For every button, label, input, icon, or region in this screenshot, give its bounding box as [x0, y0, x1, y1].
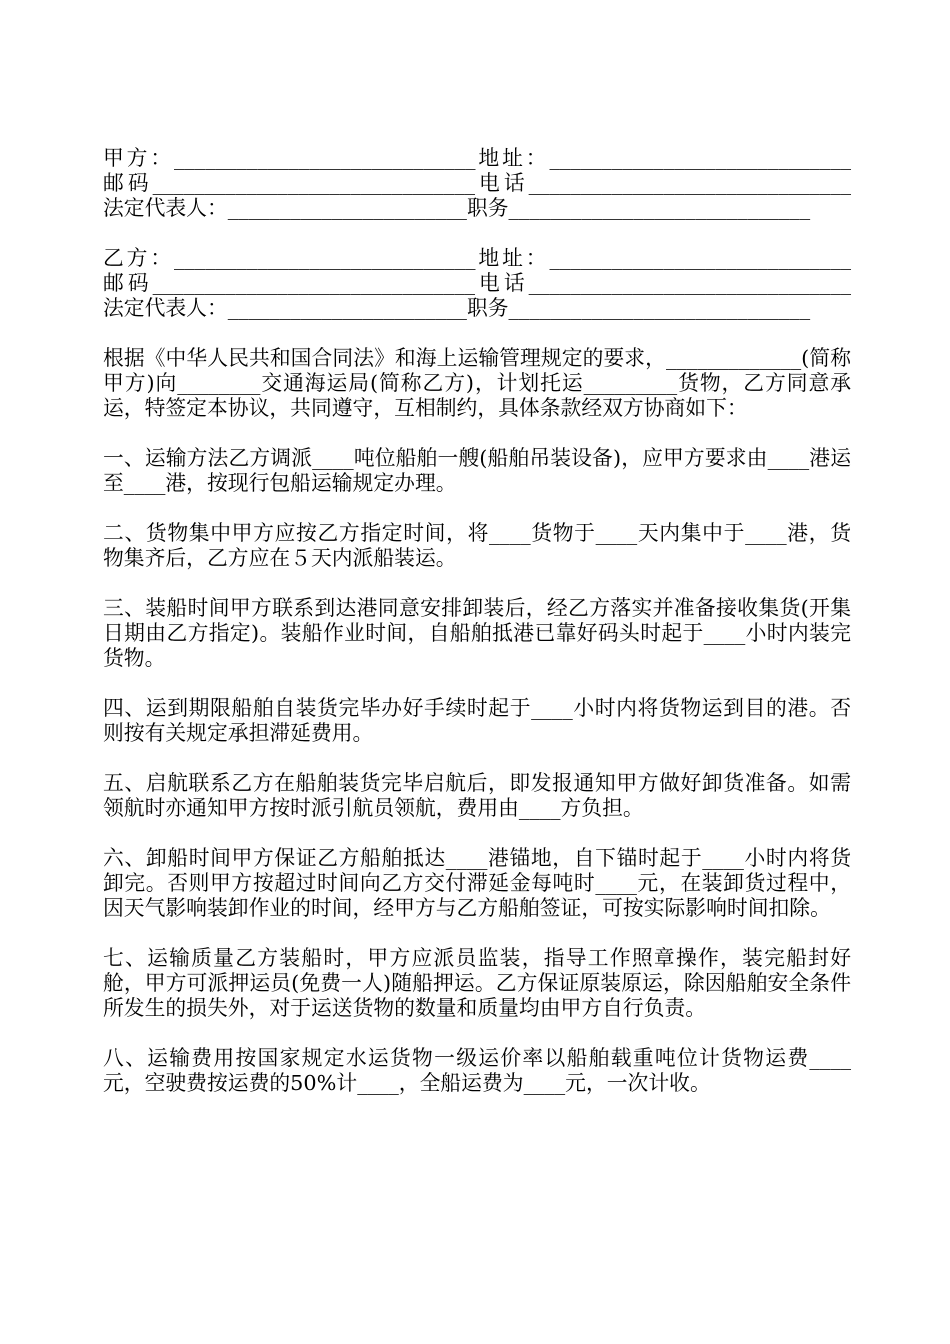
clause-transport-quality: 七、运输质量乙方装船时，甲方应派员监装，指导工作照章操作，装完船封好舱，甲方可派押运员(免费一人)随船押运。乙方保证原装原运，除因船舶安全条件所发生的损失外，对于运送货物的数量和质量均由甲方自行负责。: [103, 946, 851, 1020]
party-b-info: 乙方：_____________________________地址：_____________________________邮码_______________________________电话_______________________________法定代表人：_______________________职务_____________________________: [103, 246, 851, 320]
clause-cargo-collection: 二、货物集中甲方应按乙方指定时间，将____货物于____天内集中于____港，货物集齐后，乙方应在５天内派船装运。: [103, 521, 851, 570]
clause-transport-fees: 八、运输费用按国家规定水运货物一级运价率以船舶载重吨位计货物运费____元，空驶费按运费的50%计____，全船运费为____元，一次计收。: [103, 1046, 851, 1095]
clause-transport-method: 一、运输方法乙方调派____吨位船舶一艘(船舶吊装设备)，应甲方要求由____港运至____港，按现行包船运输规定办理。: [103, 446, 851, 495]
clause-unloading-time: 六、卸船时间甲方保证乙方船舶抵达____港锚地，自下锚时起于____小时内将货卸完。否则甲方按超过时间向乙方交付滞延金每吨时____元，在装卸货过程中，因天气影响装卸作业的时间，经甲方与乙方船舶签证，可按实际影响时间扣除。: [103, 846, 851, 920]
contract-document: [103, 146, 851, 1121]
clause-departure-notice: 五、启航联系乙方在船舶装货完毕启航后，即发报通知甲方做好卸货准备。如需领航时亦通知甲方按时派引航员领航，费用由____方负担。: [103, 771, 851, 820]
clause-loading-time: 三、装船时间甲方联系到达港同意安排卸装后，经乙方落实并准备接收集货(开集日期由乙方指定)。装船作业时间，自船舶抵港已靠好码头时起于____小时内装完货物。: [103, 596, 851, 670]
party-a-info: 甲方：_____________________________地址：_____________________________邮码_______________________________电话_______________________________法定代表人：_______________________职务_____________________________: [103, 146, 851, 220]
contract-intro: 根据《中华人民共和国合同法》和海上运输管理规定的要求，_____________(简称甲方)向________交通海运局(简称乙方)，计划托运_________货物，乙方同意承运，特签定本协议，共同遵守，互相制约，具体条款经双方协商如下：: [103, 346, 851, 420]
clause-delivery-deadline: 四、运到期限船舶自装货完毕办好手续时起于____小时内将货物运到目的港。否则按有关规定承担滞延费用。: [103, 696, 851, 745]
